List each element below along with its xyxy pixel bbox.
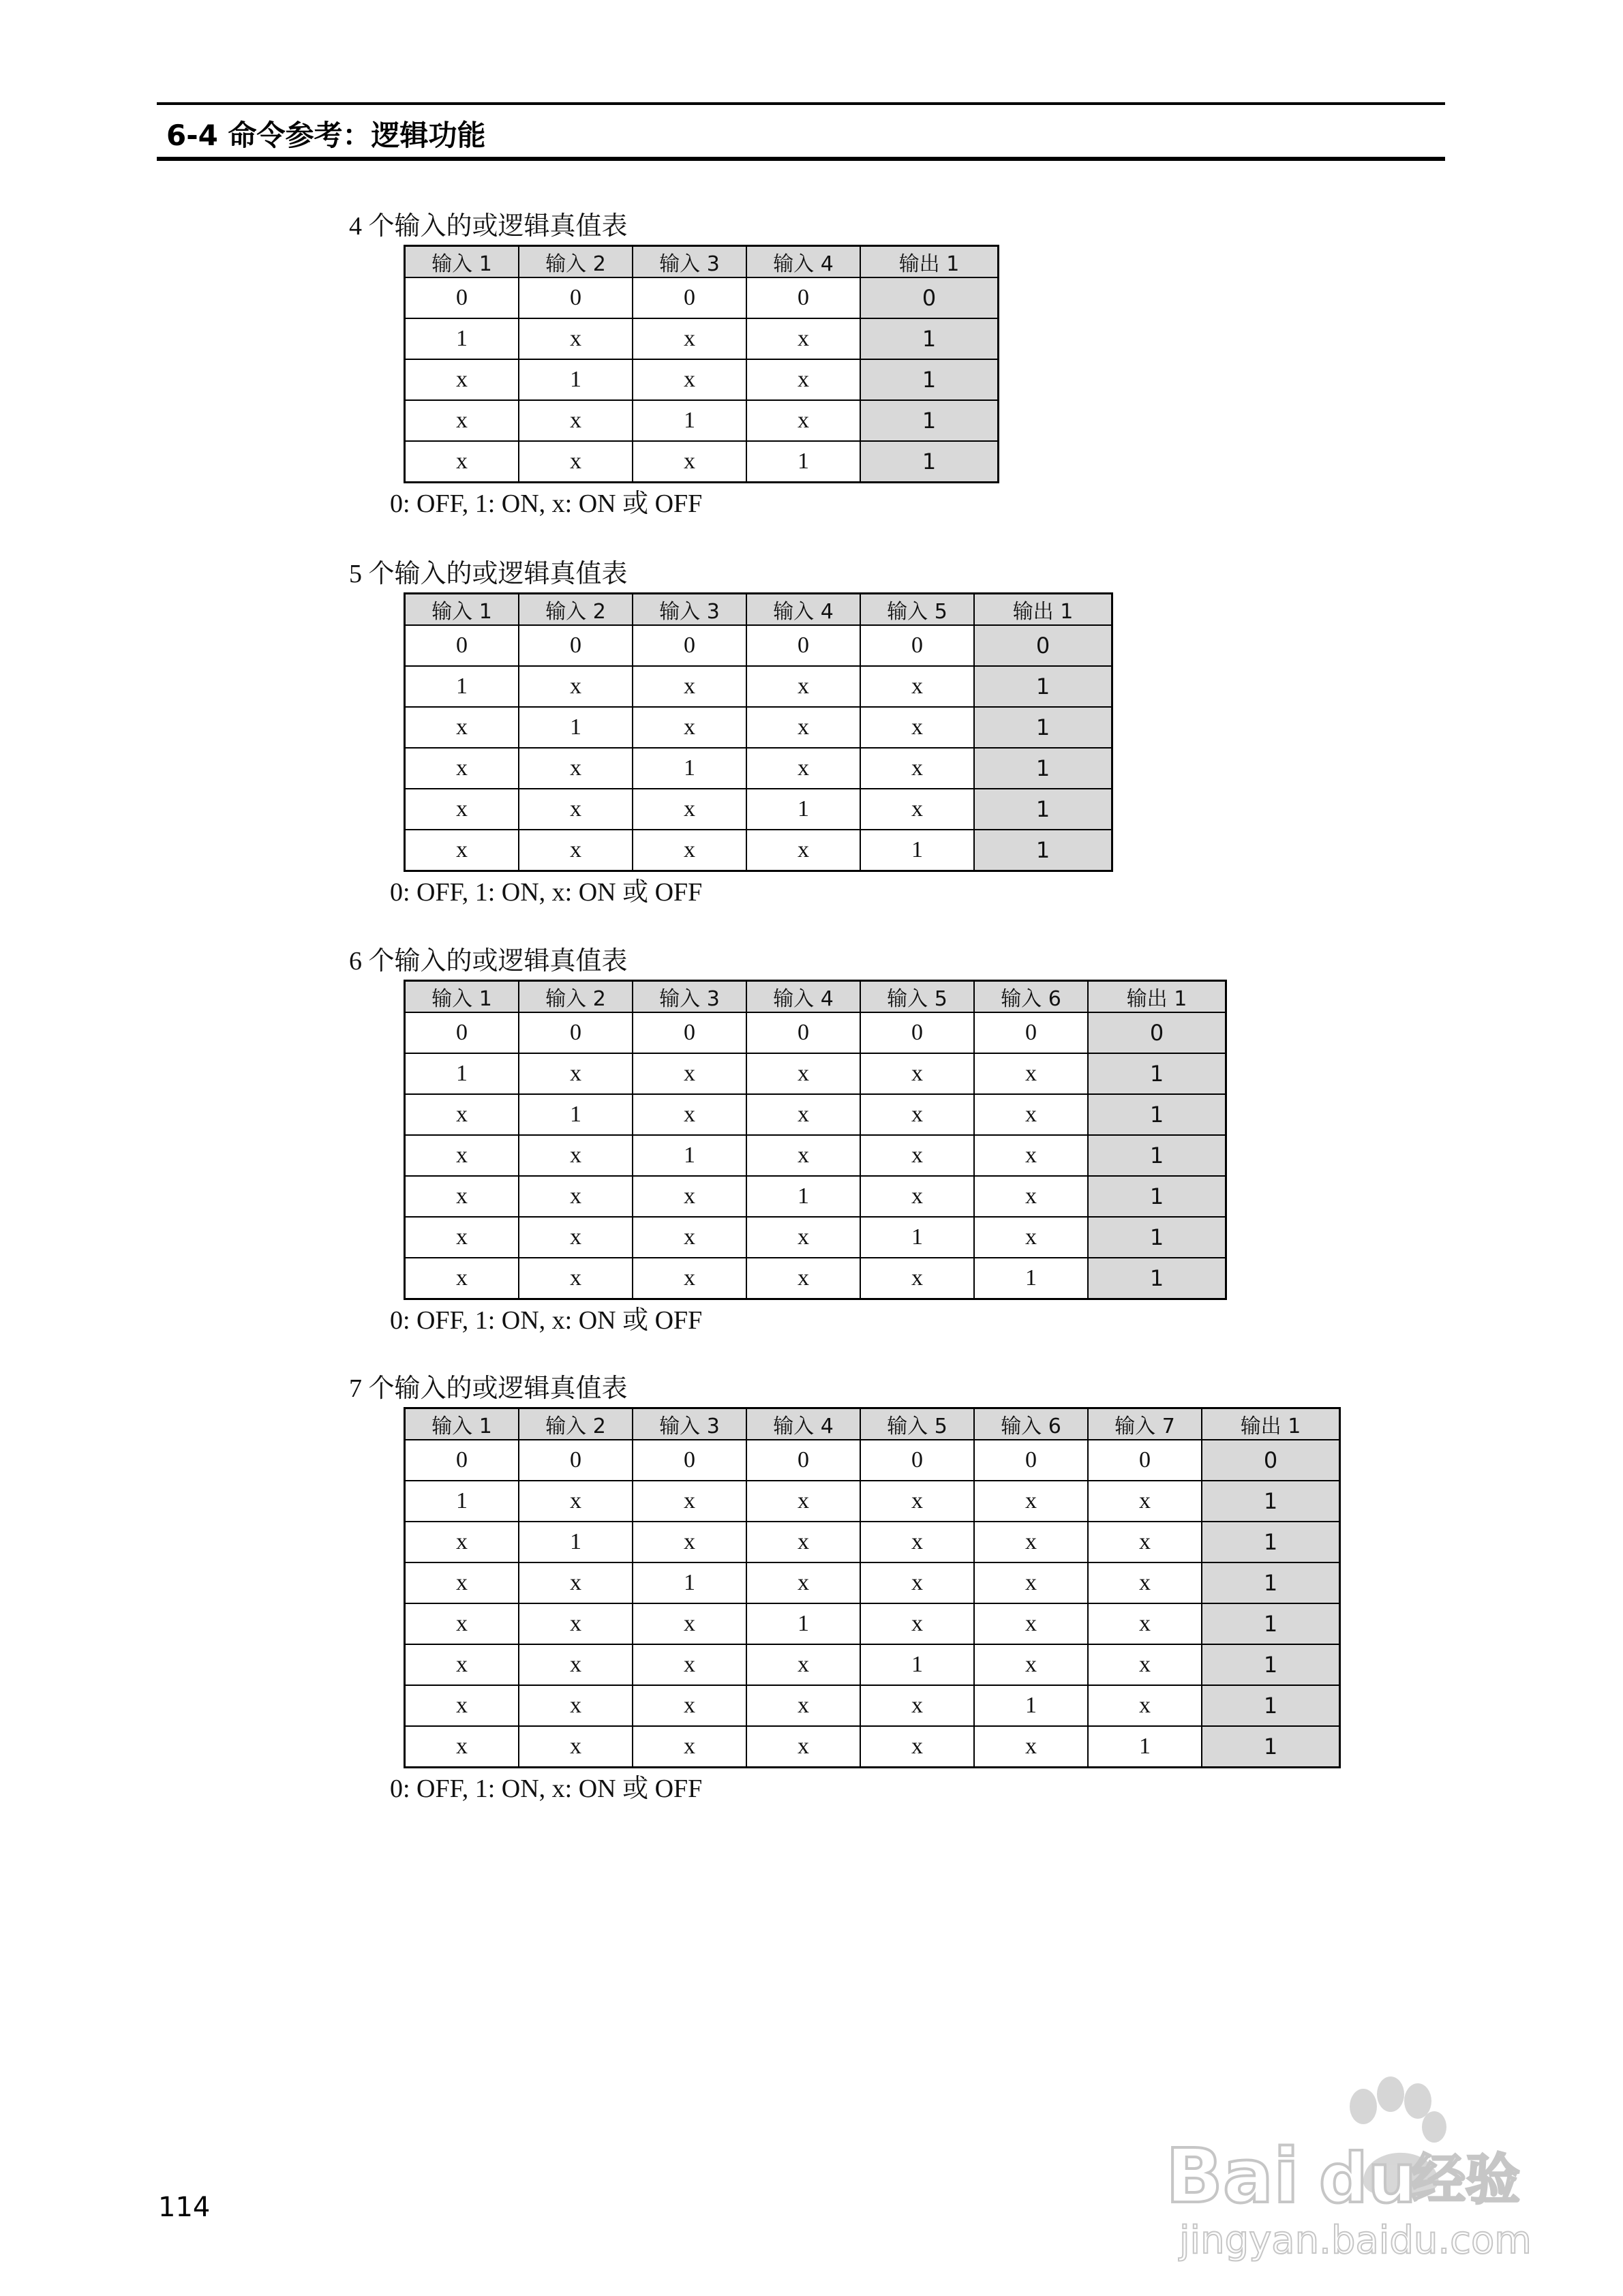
output-cell: 1	[1202, 1685, 1340, 1726]
input-cell: x	[519, 1481, 633, 1522]
input-cell: x	[633, 1481, 746, 1522]
output-cell: 0	[1202, 1440, 1340, 1481]
input-cell: 1	[860, 1217, 974, 1258]
table-row	[405, 441, 999, 483]
input-column-header: 输入 3	[633, 246, 746, 278]
input-cell: x	[519, 1685, 633, 1726]
header-bottom-rule	[157, 157, 1445, 161]
input-cell: x	[974, 1603, 1088, 1644]
input-column-header: 输入 4	[746, 1408, 860, 1440]
output-cell: 1	[1202, 1562, 1340, 1603]
input-cell: x	[519, 441, 633, 483]
truth-table-block-4	[349, 1370, 1341, 1809]
input-cell: x	[974, 1217, 1088, 1258]
input-column-header: 输入 4	[746, 246, 860, 278]
table-row	[405, 1258, 1226, 1299]
input-cell: x	[746, 748, 860, 789]
output-cell: 1	[1088, 1217, 1226, 1258]
input-column-header: 输入 3	[633, 981, 746, 1013]
input-cell: 0	[860, 625, 974, 666]
input-cell: 0	[633, 625, 746, 666]
input-cell: 1	[746, 1603, 860, 1644]
input-cell: 0	[860, 1012, 974, 1053]
table-row	[405, 1217, 1226, 1258]
output-column-header: 输出 1	[974, 594, 1112, 626]
svg-text:Bai: Bai	[1166, 2132, 1299, 2220]
table-row	[405, 1644, 1340, 1685]
input-cell: x	[633, 1053, 746, 1094]
input-cell: x	[746, 1053, 860, 1094]
output-cell: 1	[1088, 1053, 1226, 1094]
output-cell: 1	[974, 707, 1112, 748]
input-column-header: 输入 2	[519, 594, 633, 626]
output-cell: 0	[860, 277, 999, 318]
input-cell: x	[633, 1522, 746, 1562]
table-row	[405, 1053, 1226, 1094]
output-cell: 0	[1088, 1012, 1226, 1053]
input-cell: 1	[405, 1053, 519, 1094]
input-cell: x	[519, 666, 633, 707]
output-cell: 1	[1202, 1522, 1340, 1562]
input-cell: 1	[519, 1522, 633, 1562]
output-cell: 0	[974, 625, 1112, 666]
baidu-jingyan-watermark-logo	[1159, 2059, 1541, 2263]
table-row	[405, 1176, 1226, 1217]
table-row	[405, 666, 1112, 707]
table-row	[405, 1603, 1340, 1644]
input-cell: 0	[519, 1440, 633, 1481]
input-cell: x	[519, 1176, 633, 1217]
input-cell: 0	[633, 277, 746, 318]
input-cell: x	[1088, 1562, 1202, 1603]
input-cell: x	[405, 1562, 519, 1603]
input-cell: x	[974, 1522, 1088, 1562]
input-cell: 0	[746, 1440, 860, 1481]
input-cell: x	[746, 1135, 860, 1176]
input-cell: 1	[746, 441, 860, 483]
input-cell: x	[974, 1135, 1088, 1176]
input-cell: x	[974, 1176, 1088, 1217]
input-cell: 0	[405, 1012, 519, 1053]
table-legend: 0: OFF, 1: ON, x: ON 或 OFF	[390, 489, 703, 518]
input-cell: 1	[519, 359, 633, 400]
table-header-row	[405, 594, 1112, 626]
input-column-header: 输入 1	[405, 594, 519, 626]
input-cell: x	[405, 1644, 519, 1685]
input-cell: x	[633, 1176, 746, 1217]
table-row	[405, 1562, 1340, 1603]
input-cell: x	[405, 1726, 519, 1768]
or-logic-truth-table	[404, 245, 999, 483]
input-cell: 1	[860, 1644, 974, 1685]
input-cell: x	[860, 1135, 974, 1176]
table-row	[405, 1094, 1226, 1135]
or-logic-truth-table	[404, 1407, 1341, 1768]
output-cell: 1	[1202, 1603, 1340, 1644]
input-cell: x	[405, 1217, 519, 1258]
table-row	[405, 1012, 1226, 1053]
input-cell: x	[746, 1258, 860, 1299]
input-cell: x	[405, 1176, 519, 1217]
output-cell: 1	[1202, 1726, 1340, 1768]
table-row	[405, 625, 1112, 666]
input-cell: x	[974, 1644, 1088, 1685]
input-cell: 0	[519, 1012, 633, 1053]
header-top-rule	[157, 102, 1445, 105]
input-column-header: 输入 5	[860, 594, 974, 626]
input-cell: x	[405, 1522, 519, 1562]
input-cell: x	[746, 1562, 860, 1603]
input-cell: 1	[746, 789, 860, 830]
input-cell: 1	[860, 830, 974, 871]
table-row	[405, 1726, 1340, 1768]
input-cell: x	[1088, 1603, 1202, 1644]
input-cell: 0	[1088, 1440, 1202, 1481]
input-cell: x	[405, 707, 519, 748]
input-cell: x	[633, 1258, 746, 1299]
input-cell: x	[519, 318, 633, 359]
input-cell: x	[519, 1726, 633, 1768]
table-row	[405, 1522, 1340, 1562]
input-cell: x	[860, 1522, 974, 1562]
input-cell: 1	[633, 748, 746, 789]
input-cell: x	[1088, 1522, 1202, 1562]
input-cell: x	[746, 1685, 860, 1726]
input-cell: x	[633, 830, 746, 871]
output-cell: 1	[974, 666, 1112, 707]
input-cell: x	[1088, 1481, 1202, 1522]
output-column-header: 输出 1	[1202, 1408, 1340, 1440]
input-cell: 1	[405, 666, 519, 707]
table-row	[405, 830, 1112, 871]
table-row	[405, 707, 1112, 748]
input-cell: x	[519, 1053, 633, 1094]
input-cell: x	[519, 1603, 633, 1644]
input-cell: x	[519, 1258, 633, 1299]
table-row	[405, 1135, 1226, 1176]
input-cell: x	[974, 1094, 1088, 1135]
input-cell: x	[746, 359, 860, 400]
or-logic-truth-table	[404, 592, 1113, 872]
output-cell: 1	[974, 830, 1112, 871]
input-column-header: 输入 6	[974, 1408, 1088, 1440]
table-row	[405, 1685, 1340, 1726]
input-cell: x	[860, 1603, 974, 1644]
input-cell: x	[633, 1094, 746, 1135]
input-cell: 1	[519, 707, 633, 748]
or-logic-truth-table	[404, 980, 1227, 1300]
input-cell: x	[860, 707, 974, 748]
input-column-header: 输入 4	[746, 594, 860, 626]
input-cell: x	[860, 666, 974, 707]
truth-table-block-3	[349, 943, 1227, 1341]
table-row	[405, 1440, 1340, 1481]
input-cell: 1	[746, 1176, 860, 1217]
input-cell: x	[860, 1481, 974, 1522]
output-cell: 1	[860, 359, 999, 400]
input-cell: x	[746, 1522, 860, 1562]
input-cell: x	[860, 1176, 974, 1217]
table-header-row	[405, 981, 1226, 1013]
table-row	[405, 318, 999, 359]
input-cell: 1	[405, 1481, 519, 1522]
input-column-header: 输入 5	[860, 981, 974, 1013]
table-row	[405, 400, 999, 441]
input-cell: 0	[519, 625, 633, 666]
input-cell: x	[746, 1217, 860, 1258]
table-row	[405, 789, 1112, 830]
input-cell: x	[860, 1258, 974, 1299]
output-cell: 1	[860, 441, 999, 483]
input-cell: x	[633, 707, 746, 748]
input-cell: 0	[860, 1440, 974, 1481]
input-cell: 0	[633, 1440, 746, 1481]
input-cell: x	[860, 1053, 974, 1094]
input-cell: x	[860, 789, 974, 830]
output-cell: 1	[1088, 1176, 1226, 1217]
input-cell: 1	[519, 1094, 633, 1135]
input-cell: x	[405, 1603, 519, 1644]
table-caption: 4 个输入的或逻辑真值表	[349, 212, 628, 241]
input-cell: x	[860, 1726, 974, 1768]
svg-text:经验: 经验	[1411, 2148, 1520, 2211]
output-cell: 1	[860, 318, 999, 359]
input-cell: x	[633, 1685, 746, 1726]
input-cell: x	[1088, 1644, 1202, 1685]
input-cell: x	[746, 707, 860, 748]
table-header-row	[405, 1408, 1340, 1440]
input-cell: 0	[746, 1012, 860, 1053]
input-cell: x	[405, 1094, 519, 1135]
input-cell: x	[860, 1685, 974, 1726]
input-cell: x	[633, 359, 746, 400]
input-column-header: 输入 1	[405, 246, 519, 278]
input-cell: x	[519, 789, 633, 830]
input-cell: x	[633, 318, 746, 359]
input-cell: x	[405, 1135, 519, 1176]
table-caption: 5 个输入的或逻辑真值表	[349, 560, 628, 588]
input-cell: x	[633, 789, 746, 830]
input-cell: x	[405, 789, 519, 830]
input-cell: x	[405, 748, 519, 789]
input-cell: x	[633, 1726, 746, 1768]
input-cell: x	[405, 400, 519, 441]
input-column-header: 输入 4	[746, 981, 860, 1013]
input-cell: x	[974, 1481, 1088, 1522]
input-cell: 0	[519, 277, 633, 318]
input-cell: x	[633, 1603, 746, 1644]
input-cell: 1	[974, 1685, 1088, 1726]
input-cell: x	[746, 318, 860, 359]
input-cell: 0	[746, 277, 860, 318]
table-caption: 6 个输入的或逻辑真值表	[349, 947, 628, 976]
input-cell: x	[746, 830, 860, 871]
input-column-header: 输入 1	[405, 1408, 519, 1440]
input-cell: x	[405, 441, 519, 483]
input-cell: x	[633, 441, 746, 483]
output-cell: 1	[1088, 1094, 1226, 1135]
input-cell: 0	[974, 1440, 1088, 1481]
input-column-header: 输入 7	[1088, 1408, 1202, 1440]
input-cell: x	[519, 1135, 633, 1176]
input-cell: x	[974, 1053, 1088, 1094]
input-cell: x	[633, 1644, 746, 1685]
input-cell: x	[519, 1562, 633, 1603]
output-column-header: 输出 1	[860, 246, 999, 278]
output-cell: 1	[1202, 1644, 1340, 1685]
input-cell: x	[519, 830, 633, 871]
input-cell: x	[746, 1481, 860, 1522]
input-column-header: 输入 3	[633, 1408, 746, 1440]
input-cell: x	[860, 748, 974, 789]
table-row	[405, 1481, 1340, 1522]
input-cell: 1	[1088, 1726, 1202, 1768]
input-cell: x	[860, 1094, 974, 1135]
section-title: 6-4 命令参考：逻辑功能	[166, 119, 486, 152]
output-cell: 1	[1202, 1481, 1340, 1522]
input-cell: x	[974, 1726, 1088, 1768]
table-header-row	[405, 246, 999, 278]
input-cell: x	[519, 1644, 633, 1685]
input-cell: 0	[405, 1440, 519, 1481]
input-column-header: 输入 5	[860, 1408, 974, 1440]
table-row	[405, 277, 999, 318]
input-cell: x	[746, 666, 860, 707]
page-number: 114	[158, 2192, 211, 2223]
table-row	[405, 748, 1112, 789]
input-cell: x	[860, 1562, 974, 1603]
input-column-header: 输入 2	[519, 246, 633, 278]
svg-text:jingyan.baidu.com: jingyan.baidu.com	[1179, 2218, 1532, 2263]
input-cell: 0	[633, 1012, 746, 1053]
input-cell: x	[746, 1644, 860, 1685]
input-cell: 0	[405, 625, 519, 666]
input-cell: 0	[405, 277, 519, 318]
input-cell: x	[405, 1258, 519, 1299]
input-cell: 0	[746, 625, 860, 666]
input-cell: x	[1088, 1685, 1202, 1726]
input-cell: x	[405, 830, 519, 871]
table-row	[405, 359, 999, 400]
table-legend: 0: OFF, 1: ON, x: ON 或 OFF	[390, 1306, 703, 1335]
input-cell: 1	[405, 318, 519, 359]
output-cell: 1	[974, 748, 1112, 789]
table-legend: 0: OFF, 1: ON, x: ON 或 OFF	[390, 878, 703, 907]
table-legend: 0: OFF, 1: ON, x: ON 或 OFF	[390, 1774, 703, 1803]
input-cell: 1	[633, 400, 746, 441]
table-caption: 7 个输入的或逻辑真值表	[349, 1374, 628, 1403]
input-column-header: 输入 1	[405, 981, 519, 1013]
input-column-header: 输入 2	[519, 981, 633, 1013]
input-cell: x	[633, 1217, 746, 1258]
input-cell: x	[519, 748, 633, 789]
input-cell: x	[405, 359, 519, 400]
input-cell: 1	[974, 1258, 1088, 1299]
output-cell: 1	[1088, 1258, 1226, 1299]
output-cell: 1	[974, 789, 1112, 830]
input-cell: x	[519, 1217, 633, 1258]
output-cell: 1	[1088, 1135, 1226, 1176]
truth-table-block-2	[349, 556, 1113, 913]
input-cell: x	[746, 1726, 860, 1768]
input-column-header: 输入 6	[974, 981, 1088, 1013]
output-column-header: 输出 1	[1088, 981, 1226, 1013]
output-cell: 1	[860, 400, 999, 441]
input-cell: 0	[974, 1012, 1088, 1053]
input-cell: 1	[633, 1135, 746, 1176]
input-cell: x	[746, 400, 860, 441]
input-column-header: 输入 3	[633, 594, 746, 626]
input-cell: x	[746, 1094, 860, 1135]
truth-table-block-1	[349, 208, 999, 524]
input-cell: x	[974, 1562, 1088, 1603]
input-cell: x	[519, 400, 633, 441]
input-cell: 1	[633, 1562, 746, 1603]
svg-text:du: du	[1319, 2139, 1416, 2218]
input-cell: x	[405, 1685, 519, 1726]
input-column-header: 输入 2	[519, 1408, 633, 1440]
input-cell: x	[633, 666, 746, 707]
